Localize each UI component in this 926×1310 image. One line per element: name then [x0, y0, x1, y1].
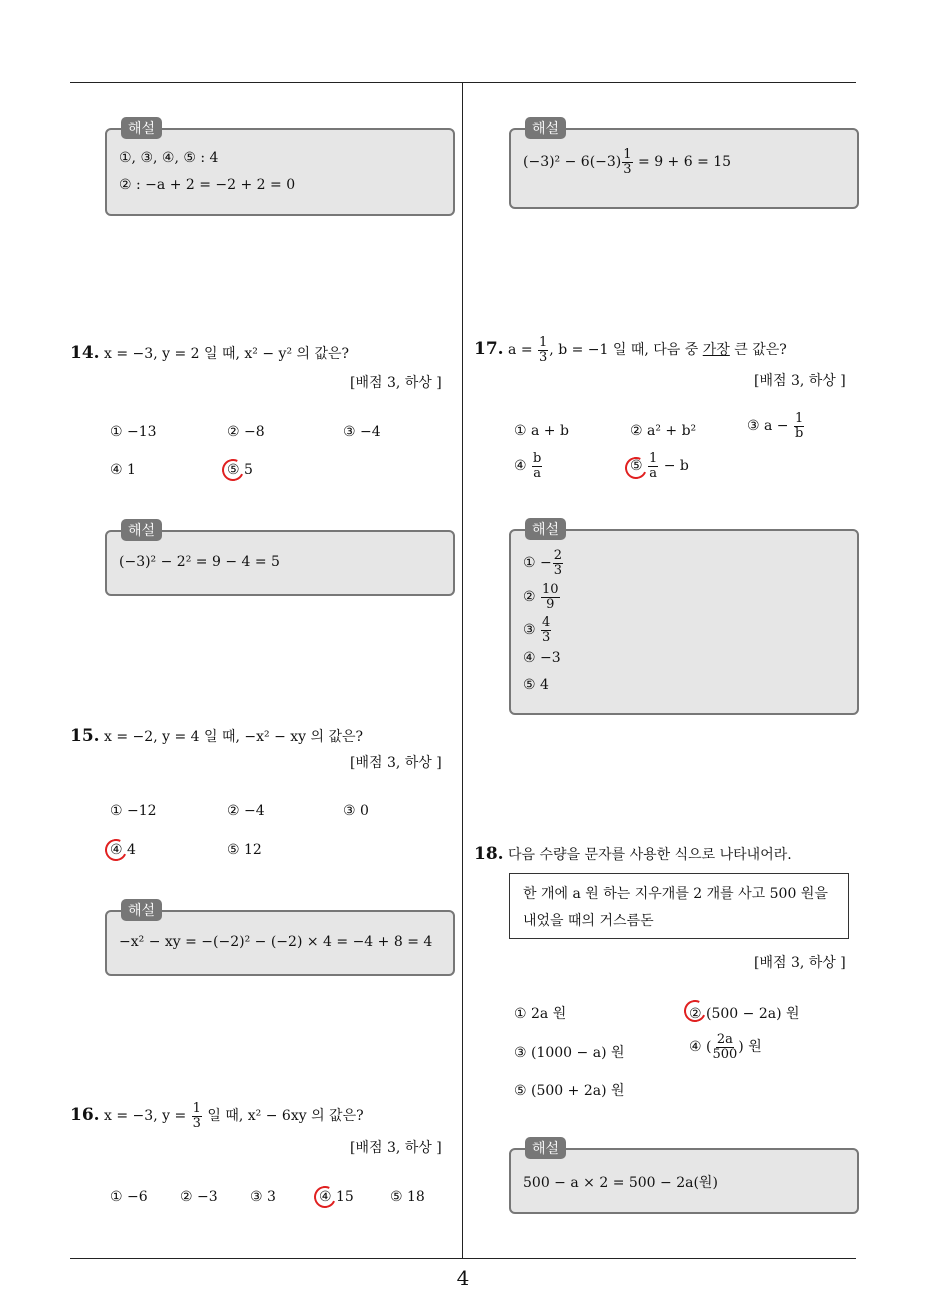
condition-line: 한 개에 a 원 하는 지우개를 2 개를 사고 500 원을	[523, 886, 828, 902]
choice-3[interactable]: ③ 3	[250, 1189, 276, 1205]
solution-box-18	[509, 1141, 859, 1214]
question-17: 17. a = $\frac{1}{3}$ , b = −1 일 때, 다음 중 가장 큰 값은?	[474, 335, 787, 365]
solution-line: ③ $\frac{4}{3}$	[523, 615, 551, 645]
question-number: 17.	[474, 339, 504, 360]
choice-5[interactable]: ⑤ 12	[227, 842, 262, 858]
solution-line: ② $\frac{10}{9}$	[523, 582, 559, 612]
choice-4[interactable]: ④ $\frac{b}{a}$	[514, 451, 542, 481]
choice-5[interactable]: ⑤ (500 + 2a) 원	[514, 1083, 625, 1099]
question-number: 15.	[70, 726, 100, 746]
solution-line: −x² − xy = −(−2)² − (−2) × 4 = −4 + 8 = 4	[119, 934, 433, 950]
choice-3[interactable]: ③ −4	[343, 424, 381, 440]
answer-mark-icon	[311, 1183, 339, 1211]
question-16	[70, 1102, 364, 1130]
solution-tag: 해설	[121, 519, 162, 541]
choice-5[interactable]: ⑤ 18	[390, 1189, 425, 1205]
choice-5[interactable]: ⑤ $\frac{1}{a}$ − b	[630, 451, 689, 481]
solution-box-17	[509, 522, 859, 715]
solution-line: 500 − a × 2 = 500 − 2a(원)	[523, 1175, 718, 1191]
solution-box-15	[105, 903, 455, 976]
answer-mark-icon	[102, 836, 130, 864]
question-condition-box	[509, 873, 849, 939]
question-number: 14.	[70, 343, 100, 363]
choice-1[interactable]: ① 2a 원	[514, 1006, 567, 1022]
solution-tag: 해설	[121, 117, 162, 139]
choice-2[interactable]: ② −4	[227, 803, 265, 819]
top-rule	[70, 82, 856, 83]
question-14	[70, 343, 349, 363]
question-score: [배점 3, 하상 ]	[754, 955, 846, 971]
solution-box-14	[105, 523, 455, 596]
solution-line: ① − $\frac{2}{3}$	[523, 548, 563, 578]
choice-2[interactable]: ② −8	[227, 424, 265, 440]
choice-2[interactable]: ② (500 − 2a) 원	[689, 1006, 800, 1022]
fraction: $\frac{1}{3}$	[192, 1101, 201, 1131]
solution-line: ④ −3	[523, 650, 561, 666]
question-text: 일 때, x² − 6xy 의 값은?	[202, 1108, 364, 1125]
solution-box-16	[509, 121, 859, 209]
solution-line: ⑤ 4	[523, 677, 549, 693]
choice-1[interactable]: ① −12	[110, 803, 157, 819]
question-text: x = −3, y = 2 일 때, x² − y² 의 값은?	[104, 346, 350, 362]
choice-1[interactable]: ① −13	[110, 424, 157, 440]
choice-2[interactable]: ② −3	[180, 1189, 218, 1205]
condition-line: 내었을 때의 거스름돈	[523, 913, 654, 929]
question-text: x = −3, y =	[104, 1108, 191, 1125]
choice-5[interactable]: ⑤ 5	[227, 462, 253, 478]
choice-3[interactable]: ③ 0	[343, 803, 369, 819]
question-text: x = −2, y = 4 일 때, −x² − xy 의 값은?	[104, 729, 364, 745]
solution-line: (−3)² − 6(−3) $\frac{1}{3}$ = 9 + 6 = 15	[523, 147, 732, 177]
choice-4[interactable]: ④ 15	[319, 1189, 354, 1205]
solution-line: (−3)² − 2² = 9 − 4 = 5	[119, 554, 280, 570]
choice-3[interactable]: ③ (1000 − a) 원	[514, 1045, 625, 1061]
page-number: 4	[456, 1266, 470, 1290]
choice-4[interactable]: ④ 4	[110, 842, 136, 858]
column-divider	[462, 83, 463, 1258]
solution-box-13	[105, 121, 455, 216]
solution-line: ② : −a + 2 = −2 + 2 = 0	[119, 177, 296, 193]
solution-tag: 해설	[121, 899, 162, 921]
question-score: [배점 3, 하상 ]	[350, 375, 442, 391]
choice-4[interactable]: ④ 1	[110, 462, 136, 478]
solution-tag: 해설	[525, 518, 566, 540]
question-number: 16.	[70, 1105, 100, 1126]
solution-tag: 해설	[525, 1137, 566, 1159]
solution-line: ①, ③, ④, ⑤ : 4	[119, 150, 219, 166]
question-text: 다음 수량을 문자를 사용한 식으로 나타내어라.	[508, 847, 792, 863]
question-score: [배점 3, 하상 ]	[350, 1140, 442, 1156]
question-score: [배점 3, 하상 ]	[754, 373, 846, 389]
question-15	[70, 726, 363, 746]
choice-4[interactable]: ④ ( $\frac{2a}{500}$ ) 원	[689, 1032, 762, 1062]
solution-tag: 해설	[525, 117, 566, 139]
choice-1[interactable]: ① a + b	[514, 423, 569, 439]
bottom-rule	[70, 1258, 856, 1259]
choice-3[interactable]: ③ a − $\frac{1}{b}$	[747, 411, 804, 441]
question-18	[474, 844, 792, 864]
choice-2[interactable]: ② a² + b²	[630, 423, 697, 439]
question-score: [배점 3, 하상 ]	[350, 755, 442, 771]
choice-1[interactable]: ① −6	[110, 1189, 148, 1205]
question-number: 18.	[474, 844, 504, 864]
answer-mark-icon	[219, 456, 247, 484]
